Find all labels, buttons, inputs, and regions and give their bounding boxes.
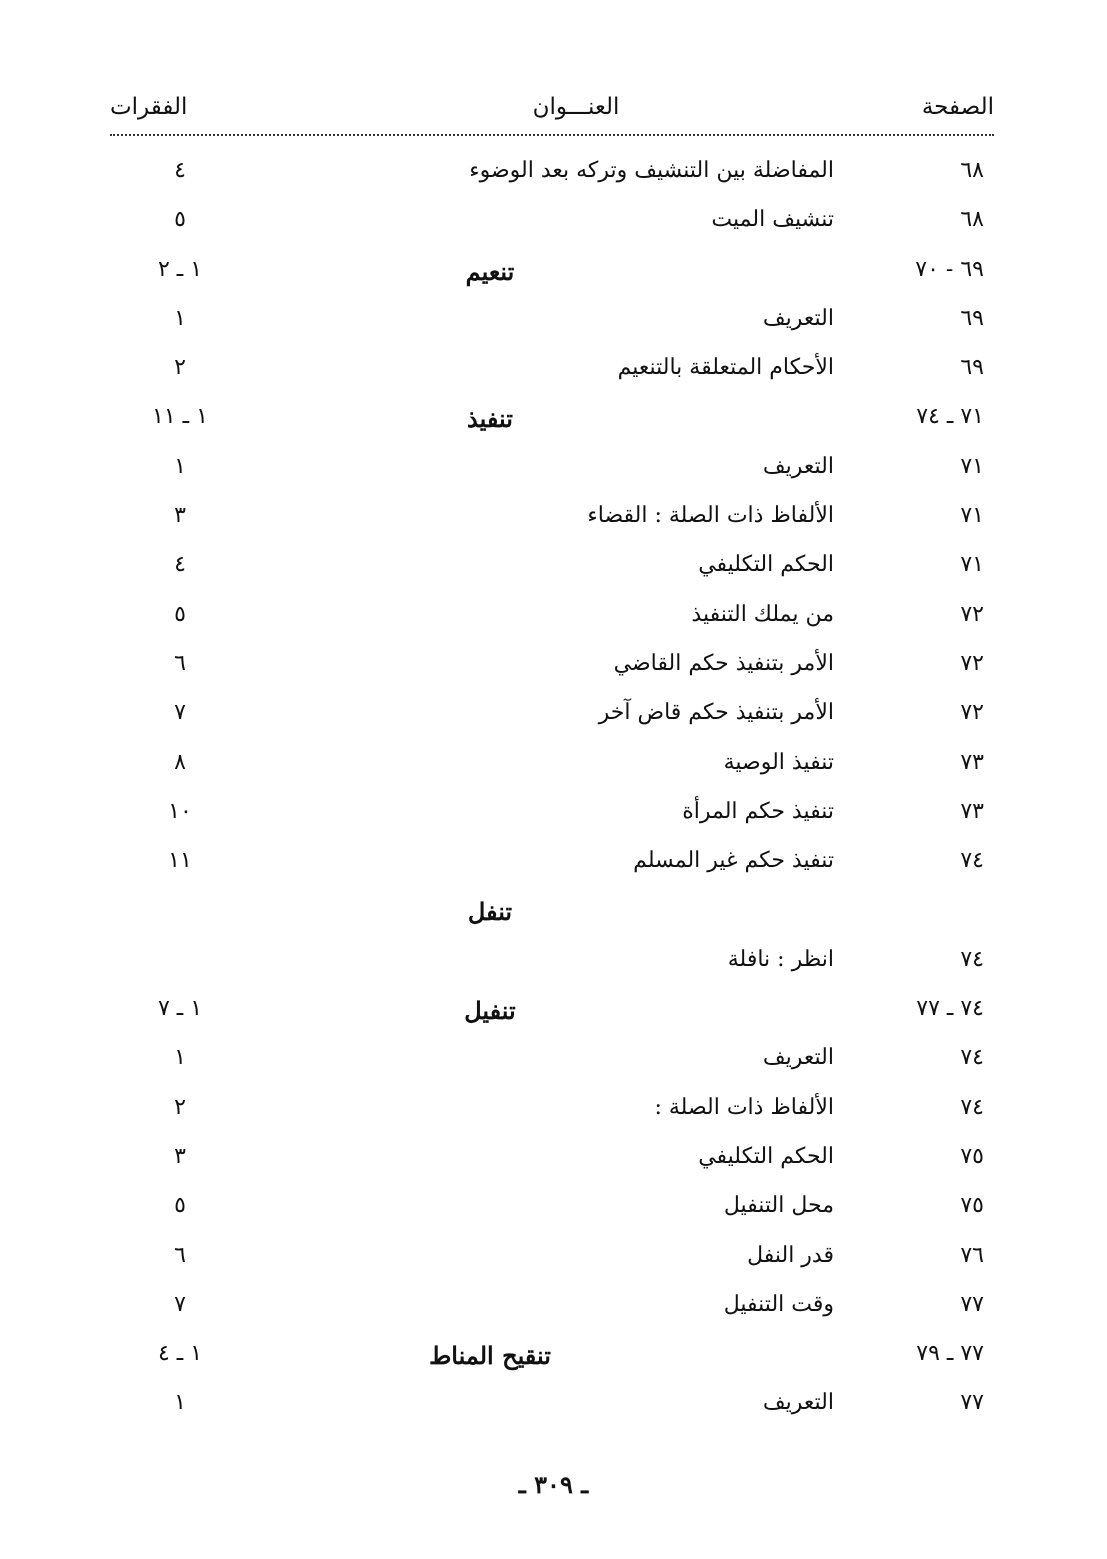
entry-title: الحكم التكليفي xyxy=(698,1143,834,1169)
entry-title: التعريف xyxy=(762,453,834,479)
index-entry-row xyxy=(0,1382,1107,1431)
entry-title: التعريف xyxy=(762,1045,834,1071)
entry-page-number: ٧٦ xyxy=(960,1242,984,1268)
entry-paragraphs: ٥ xyxy=(174,601,186,627)
entry-page-number: ٧٧ xyxy=(960,1291,984,1317)
entry-title: تنفيذ حكم غير المسلم xyxy=(633,848,834,874)
entry-title: الأحكام المتعلقة بالتنعيم xyxy=(617,355,834,381)
entry-heading-title: تنعيم xyxy=(465,256,515,286)
entry-paragraphs: ٤ xyxy=(174,158,186,183)
entry-paragraphs: ٧ xyxy=(174,1291,186,1317)
entry-paragraphs: ١١ xyxy=(168,848,192,874)
page-column-header: الصفحة xyxy=(921,94,994,120)
entry-page-number: ٧٤ xyxy=(960,946,984,972)
entry-page-number: ٧٧ xyxy=(960,1390,984,1416)
entry-paragraphs: ١ xyxy=(174,1045,186,1071)
index-entry-row xyxy=(0,1037,1107,1086)
entry-paragraphs: ١ xyxy=(174,305,186,331)
index-entries xyxy=(0,150,1107,1432)
entry-paragraphs: ١ xyxy=(174,1390,186,1416)
index-entry-row xyxy=(0,298,1107,347)
entry-page-number: ٧٣ xyxy=(960,798,984,824)
entry-paragraphs: ٥ xyxy=(174,207,186,233)
entry-page-number: ٧٤ ـ ٧٧ xyxy=(916,996,984,1022)
title-column-header: العنـــوان xyxy=(532,94,620,120)
entry-title: الألفاظ ذات الصلة : xyxy=(654,1094,834,1120)
entry-page-number: ٧١ xyxy=(960,552,984,578)
entry-title: تنفيذ حكم المرأة xyxy=(682,798,834,824)
entry-page-number: ٧٤ xyxy=(960,1094,984,1120)
entry-heading-title: تنفيل xyxy=(464,996,516,1026)
entry-page-number: ٧٥ xyxy=(960,1143,984,1169)
entry-title: تنفيذ الوصية xyxy=(723,749,834,775)
entry-paragraphs: ٥ xyxy=(174,1193,186,1219)
entry-title: انظر : نافلة xyxy=(727,946,834,972)
entry-title: التعريف xyxy=(762,305,834,331)
entry-paragraphs: ١ ـ ٢ xyxy=(157,256,203,282)
entry-page-number: ٦٩ xyxy=(960,355,984,381)
index-entry-row xyxy=(0,544,1107,593)
index-entry-row xyxy=(0,1235,1107,1284)
index-entry-row xyxy=(0,1284,1107,1333)
entry-title: الأمر بتنفيذ حكم القاضي xyxy=(613,650,834,676)
entry-heading-title: تنفيذ xyxy=(467,404,513,434)
index-entry-row xyxy=(0,347,1107,396)
index-entry-row xyxy=(0,199,1107,248)
entry-paragraphs: ١ ـ ٤ xyxy=(157,1341,203,1367)
entry-paragraphs: ٦ xyxy=(174,1242,186,1268)
entry-title: قدر النفل xyxy=(747,1242,834,1268)
entry-paragraphs: ٣ xyxy=(174,503,186,529)
table-header xyxy=(110,94,994,136)
entry-title: من يملك التنفيذ xyxy=(691,601,834,627)
index-heading-row xyxy=(0,249,1107,298)
entry-title: الحكم التكليفي xyxy=(698,552,834,578)
page-number: ـ ٣٠٩ ـ xyxy=(518,1470,589,1499)
entry-page-number: ٧٧ ـ ٧٩ xyxy=(916,1341,984,1367)
entry-title: تنشيف الميت xyxy=(711,207,834,233)
entry-paragraphs: ٨ xyxy=(174,749,186,775)
index-entry-row xyxy=(0,1087,1107,1136)
entry-page-number: ٧٣ xyxy=(960,749,984,775)
entry-title: الأمر بتنفيذ حكم قاض آخر xyxy=(598,700,834,726)
index-entry-row xyxy=(0,446,1107,495)
entry-paragraphs: ١ xyxy=(174,453,186,479)
index-entry-row xyxy=(0,150,1107,199)
index-entry-row xyxy=(0,939,1107,988)
entry-page-number: ٦٨ xyxy=(960,207,984,233)
paragraphs-column-header: الفقرات xyxy=(110,94,188,120)
entry-title: وقت التنفيل xyxy=(723,1291,834,1317)
entry-title: التعريف xyxy=(762,1390,834,1416)
entry-paragraphs: ٤ xyxy=(174,552,186,578)
index-heading-row xyxy=(0,889,1107,938)
entry-page-number: ٧٥ xyxy=(960,1193,984,1219)
entry-page-number: ٧٤ xyxy=(960,848,984,874)
index-heading-row xyxy=(0,396,1107,445)
index-entry-row xyxy=(0,791,1107,840)
entry-page-number: ٧٢ xyxy=(960,601,984,627)
index-entry-row xyxy=(0,594,1107,643)
entry-page-number: ٧٤ xyxy=(960,1045,984,1071)
entry-paragraphs: ١ ـ ٧ xyxy=(157,996,203,1022)
entry-page-number: ٦٩ xyxy=(960,305,984,331)
index-entry-row xyxy=(0,643,1107,692)
entry-heading-title: تنفل xyxy=(467,897,513,927)
entry-title: محل التنفيل xyxy=(723,1193,834,1219)
entry-page-number: ٧٢ xyxy=(960,700,984,726)
index-entry-row xyxy=(0,495,1107,544)
entry-paragraphs: ١ ـ ١١ xyxy=(152,404,208,430)
entry-paragraphs: ٧ xyxy=(174,700,186,726)
entry-heading-title: تنقيح المناط xyxy=(429,1341,551,1371)
entry-paragraphs: ٦ xyxy=(174,650,186,676)
entry-paragraphs: ١٠ xyxy=(168,798,192,824)
index-heading-row xyxy=(0,988,1107,1037)
entry-page-number: ٧١ xyxy=(960,453,984,479)
entry-title: المفاضلة بين التنشيف وتركه بعد الوضوء xyxy=(469,158,834,183)
entry-paragraphs: ٣ xyxy=(174,1143,186,1169)
index-entry-row xyxy=(0,1185,1107,1234)
entry-page-number: ٧١ xyxy=(960,503,984,529)
entry-title: الألفاظ ذات الصلة : القضاء xyxy=(587,503,834,529)
entry-page-number: ٧٢ xyxy=(960,650,984,676)
entry-page-number: ٦٨ xyxy=(960,158,984,183)
index-entry-row xyxy=(0,1136,1107,1185)
entry-page-number: ٦٩ - ٧٠ xyxy=(915,256,984,282)
index-entry-row xyxy=(0,692,1107,741)
index-entry-row xyxy=(0,742,1107,791)
index-entry-row xyxy=(0,840,1107,889)
entry-paragraphs: ٢ xyxy=(174,1094,186,1120)
index-heading-row xyxy=(0,1333,1107,1382)
entry-paragraphs: ٢ xyxy=(174,355,186,381)
entry-page-number: ٧١ ـ ٧٤ xyxy=(916,404,984,430)
